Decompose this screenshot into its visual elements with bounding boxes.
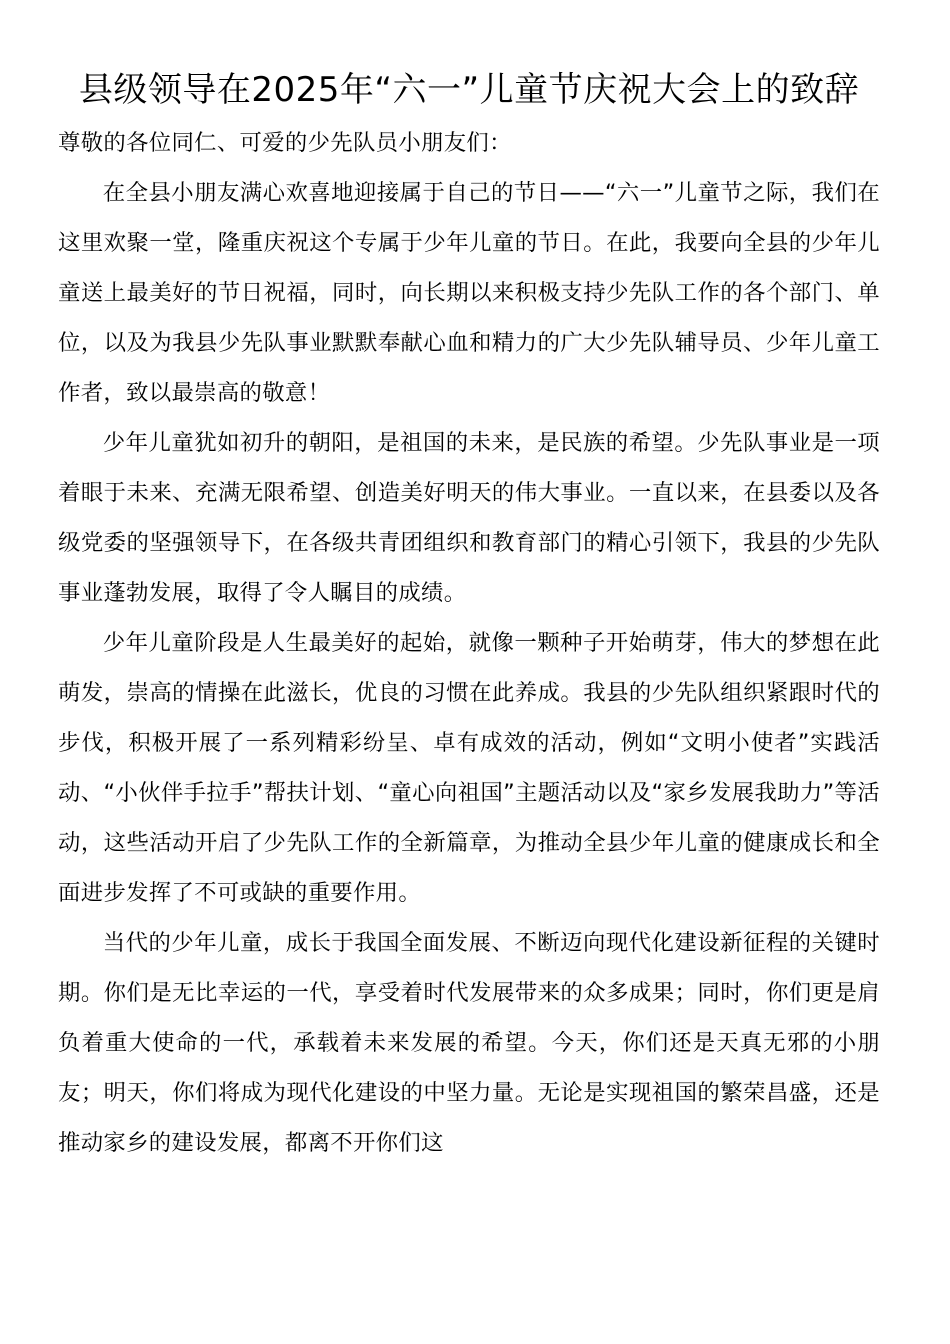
paragraph-3: 少年儿童阶段是人生最美好的起始，就像一颗种子开始萌芽，伟大的梦想在此萌发，崇高的情操在此滋长，优良的习惯在此养成。我县的少先队组织紧跟时代的步伐，积极开展了一系列精彩纷呈、卓有成效的活动，例如“文明小使者”实践活动、“小伙伴手拉手”帮扶计划、“童心向祖国”主题活动以及“家乡发展我助力”等活动，这些活动开启了少先队工作的全新篇章，为推动全县少年儿童的健康成长和全面进步发挥了不可或缺的重要作用。 [58, 630, 880, 906]
paragraph-4: 当代的少年儿童，成长于我国全面发展、不断迈向现代化建设新征程的关键时期。你们是无比幸运的一代，享受着时代发展带来的众多成果；同时，你们更是肩负着重大使命的一代，承载着未来发展的希望。今天，你们还是天真无邪的小朋友；明天，你们将成为现代化建设的中坚力量。无论是实现祖国的繁荣昌盛，还是推动家乡的建设发展，都离不开你们这 [58, 930, 880, 1156]
document-page [58, 64, 880, 1168]
salutation: 尊敬的各位同仁、可爱的少先队员小朋友们： [58, 130, 512, 156]
paragraph-2: 少年儿童犹如初升的朝阳，是祖国的未来，是民族的希望。少先队事业是一项着眼于未来、充满无限希望、创造美好明天的伟大事业。一直以来，在县委以及各级党委的坚强领导下，在各级共青团组织和教育部门的精心引领下，我县的少先队事业蓬勃发展，取得了令人瞩目的成绩。 [58, 430, 880, 606]
document-title: 县级领导在2025年“六一”儿童节庆祝大会上的致辞 [78, 70, 860, 110]
paragraph-1: 在全县小朋友满心欢喜地迎接属于自己的节日——“六一”儿童节之际，我们在这里欢聚一堂，隆重庆祝这个专属于少年儿童的节日。在此，我要向全县的少年儿童送上最美好的节日祝福，同时，向长期以来积极支持少先队工作的各个部门、单位，以及为我县少先队事业默默奉献心血和精力的广大少先队辅导员、少年儿童工作者，致以最崇高的敬意！ [58, 180, 880, 406]
